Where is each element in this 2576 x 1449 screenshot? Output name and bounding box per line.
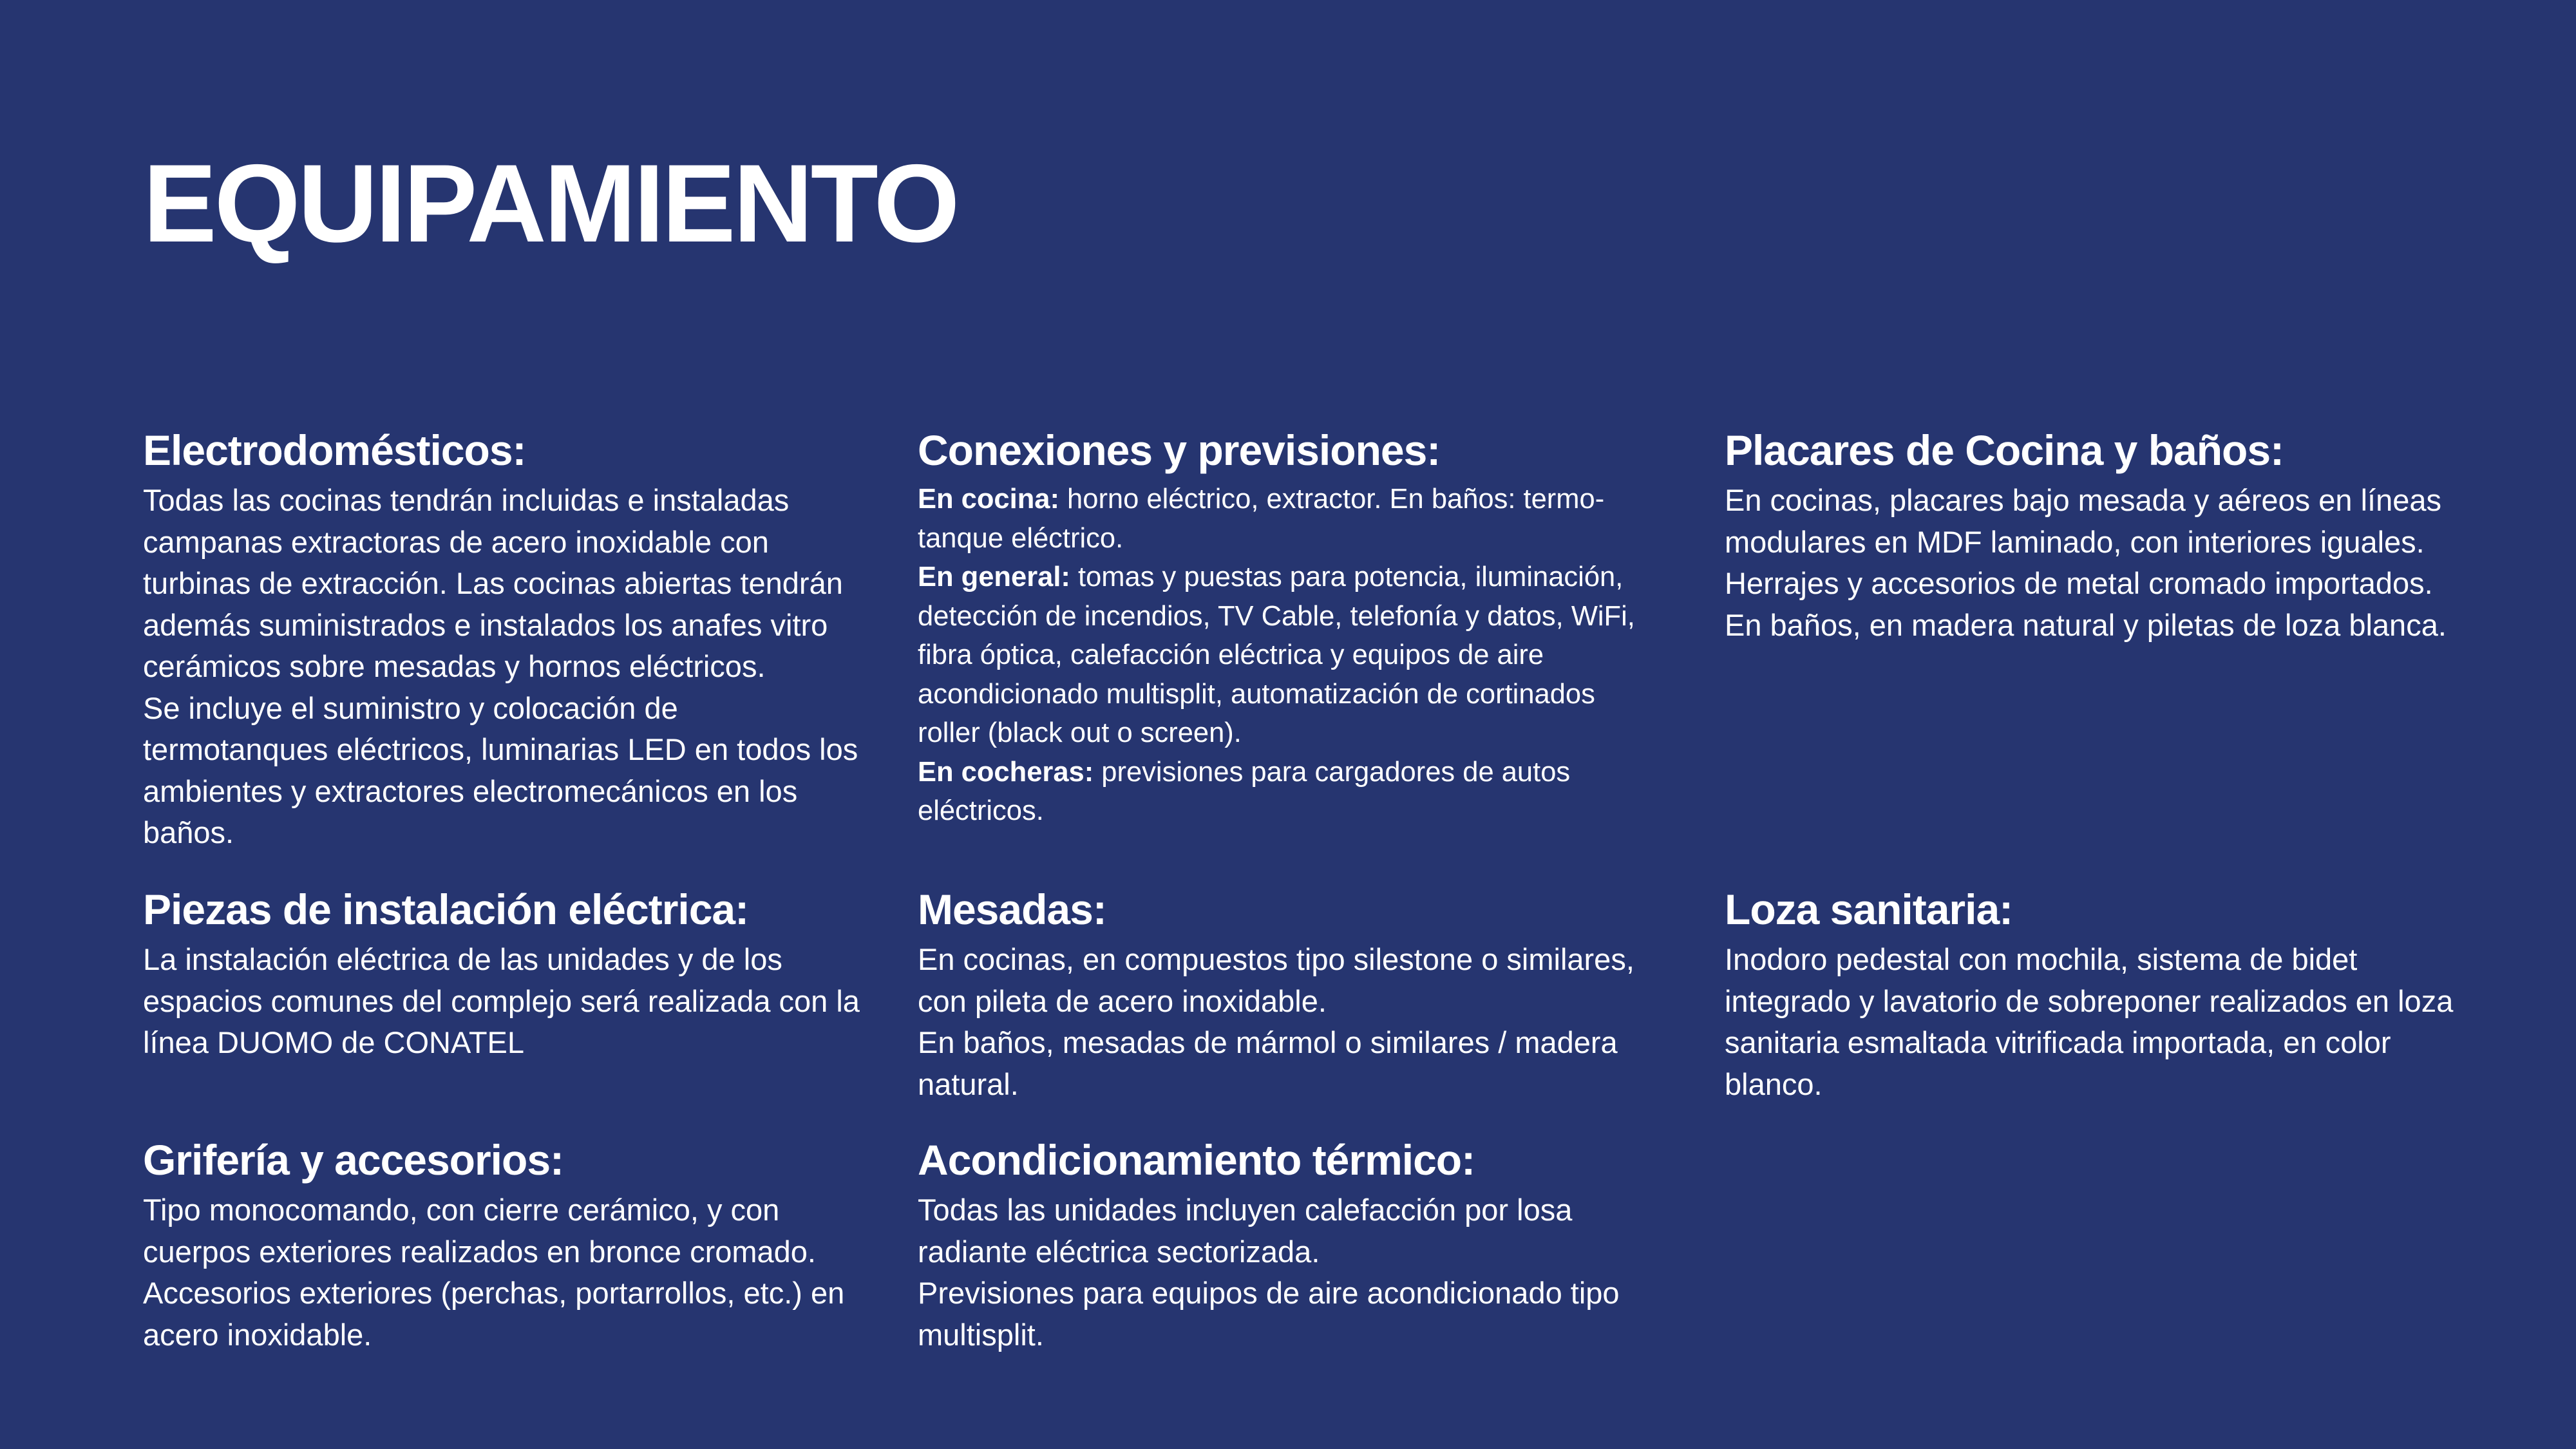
text-line: multisplit.: [918, 1317, 1044, 1352]
text-line: [918, 753, 1658, 792]
item-label: En cocheras:: [918, 756, 1094, 788]
section-placares: [1725, 425, 2465, 646]
text-line: línea DUOMO de CONATEL: [143, 1025, 525, 1060]
section-heading: Mesadas:: [918, 886, 1106, 933]
text-line: con pileta de acero inoxidable.: [918, 983, 1327, 1018]
text-line: En cocinas, en compuestos tipo silestone o similares,: [918, 942, 1634, 977]
text-line: Herrajes y accesorios de metal cromado importados.: [1725, 566, 2433, 601]
text-line: Accesorios exteriores (perchas, portarrollos, etc.) en: [143, 1276, 845, 1311]
section-griferia: [143, 1135, 884, 1356]
text-line: campanas extractoras de acero inoxidable con: [143, 524, 769, 559]
text-line: termotanques eléctricos, luminarias LED en todos los: [143, 732, 858, 767]
section-body: [143, 939, 884, 1064]
text-line: tanque eléctrico.: [918, 522, 1124, 554]
section-heading: Electrodomésticos:: [143, 426, 526, 474]
text-line: turbinas de extracción. Las cocinas abiertas tendrán: [143, 566, 843, 601]
section-heading: Conexiones y previsiones:: [918, 426, 1441, 474]
section-body: [143, 480, 884, 854]
section-heading: Acondicionamiento térmico:: [918, 1136, 1475, 1184]
section-heading: Piezas de instalación eléctrica:: [143, 886, 749, 933]
text-line: ambientes y extractores electromecánicos en los: [143, 773, 798, 808]
section-heading: Grifería y accesorios:: [143, 1136, 564, 1184]
section-loza: [1725, 884, 2465, 1105]
text-line: Todas las cocinas tendrán incluidas e instaladas: [143, 483, 790, 518]
text-line: detección de incendios, TV Cable, telefonía y datos, WiFi,: [918, 600, 1635, 632]
section-body: [918, 1189, 1658, 1356]
text-line: En baños, en madera natural y piletas de loza blanca.: [1725, 607, 2447, 642]
text-line: eléctricos.: [918, 795, 1044, 827]
section-body: [1725, 480, 2465, 646]
section-mesadas: [918, 884, 1658, 1105]
text-line: integrado y lavatorio de sobreponer realizados en loza: [1725, 983, 2454, 1018]
text-line: [918, 480, 1658, 519]
text-line: En cocinas, placares bajo mesada y aéreos en líneas: [1725, 483, 2441, 518]
item-label: En general:: [918, 562, 1070, 593]
text-line: acero inoxidable.: [143, 1317, 372, 1352]
text-line: Inodoro pedestal con mochila, sistema de bidet: [1725, 942, 2358, 977]
text-line: radiante eléctrica sectorizada.: [918, 1234, 1320, 1269]
text-line: blanco.: [1725, 1066, 1823, 1101]
section-body: [918, 480, 1658, 831]
text-line: En baños, mesadas de mármol o similares / madera: [918, 1025, 1618, 1060]
text-line: sanitaria esmaltada vitrificada importada, en color: [1725, 1025, 2391, 1060]
section-body: [143, 1189, 884, 1356]
text-line: Se incluye el suministro y colocación de: [143, 690, 678, 725]
page-title: EQUIPAMIENTO: [143, 142, 958, 265]
section-electrodomesticos: [143, 425, 884, 854]
section-piezas: [143, 884, 884, 1064]
item-text: previsiones para cargadores de autos: [1094, 756, 1571, 788]
text-line: cerámicos sobre mesadas y hornos eléctricos.: [143, 649, 766, 684]
text-line: además suministrados e instalados los anafes vitro: [143, 607, 828, 642]
section-acondicionamiento: [918, 1135, 1658, 1356]
text-line: acondicionado multisplit, automatización de cortinados: [918, 678, 1595, 710]
text-line: Todas las unidades incluyen calefacción por losa: [918, 1193, 1573, 1227]
text-line: Tipo monocomando, con cierre cerámico, y con: [143, 1193, 780, 1227]
section-body: [918, 939, 1658, 1105]
text-line: fibra óptica, calefacción eléctrica y equipos de aire: [918, 639, 1544, 671]
item-label: En cocina:: [918, 484, 1059, 515]
text-line: [918, 558, 1658, 597]
text-line: roller (black out o screen).: [918, 717, 1242, 749]
text-line: espacios comunes del complejo será realizada con la: [143, 983, 860, 1018]
text-line: cuerpos exteriores realizados en bronce cromado.: [143, 1234, 816, 1269]
item-text: tomas y puestas para potencia, iluminación,: [1070, 562, 1624, 593]
text-line: Previsiones para equipos de aire acondicionado tipo: [918, 1276, 1620, 1311]
section-conexiones: [918, 425, 1658, 831]
item-text: horno eléctrico, extractor. En baños: termo-: [1059, 484, 1605, 515]
section-body: [1725, 939, 2465, 1105]
section-heading: Placares de Cocina y baños:: [1725, 426, 2284, 474]
text-line: La instalación eléctrica de las unidades y de los: [143, 942, 782, 977]
text-line: baños.: [143, 815, 234, 850]
section-heading: Loza sanitaria:: [1725, 886, 2013, 933]
text-line: modulares en MDF laminado, con interiores iguales.: [1725, 524, 2425, 559]
text-line: natural.: [918, 1066, 1019, 1101]
